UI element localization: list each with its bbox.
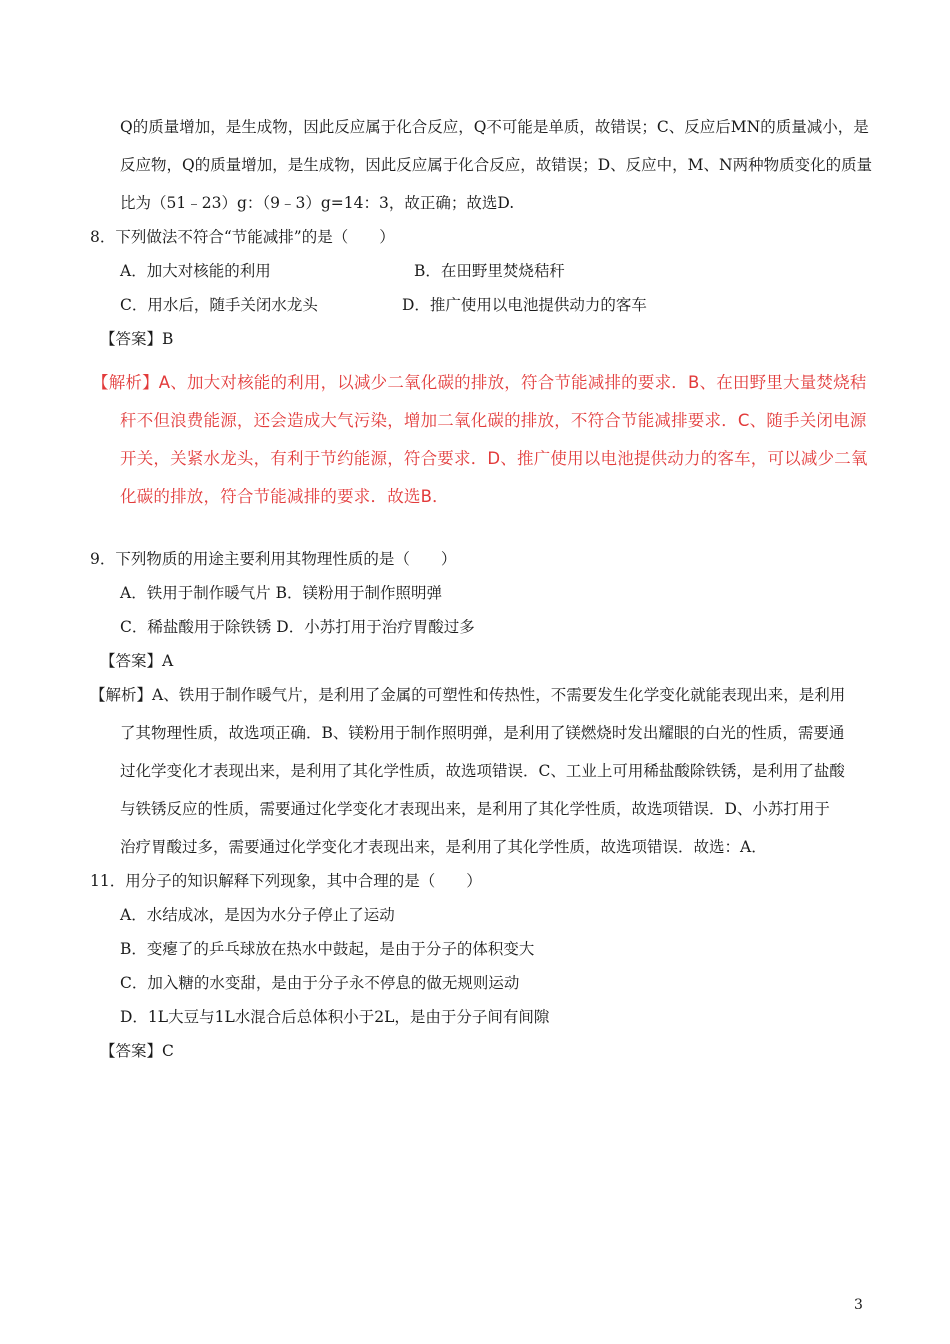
- q9-options-cd: C．稀盐酸用于除铁锈 D．小苏打用于治疗胃酸过多: [120, 618, 475, 636]
- q8-option-a: A．加大对核能的利用: [120, 262, 271, 280]
- q8-analysis-line-2: 秆不但浪费能源，还会造成大气污染，增加二氧化碳的排放，不符合节能减排要求．C、随手关闭电源: [120, 411, 867, 430]
- q9-analysis-line-1: 【解析】A、铁用于制作暖气片，是利用了金属的可塑性和传热性，不需要发生化学变化就能表现出来，是利用: [90, 686, 846, 704]
- q11-answer: 【答案】C: [100, 1042, 174, 1060]
- page-number: 3: [854, 1297, 863, 1313]
- q8-answer: 【答案】B: [100, 330, 174, 348]
- q11-stem: 11．用分子的知识解释下列现象，其中合理的是（ ）: [90, 872, 482, 890]
- q11-option-c: C．加入糖的水变甜，是由于分子永不停息的做无规则运动: [120, 974, 520, 992]
- q11-option-d: D．1L大豆与1L水混合后总体积小于2L，是由于分子间有间隙: [120, 1008, 550, 1026]
- q8-option-d: D．推广使用以电池提供动力的客车: [402, 296, 647, 314]
- q11-option-a: A．水结成冰，是因为水分子停止了运动: [120, 906, 395, 924]
- q9-options-ab: A．铁用于制作暖气片 B．镁粉用于制作照明弹: [120, 584, 443, 602]
- q8-stem: 8．下列做法不符合“节能减排”的是（ ）: [90, 228, 395, 246]
- q7-analysis-line-2: 反应物，Q的质量增加，是生成物，因此反应属于化合反应，故错误；D、反应中，M、N两种物质变化的质量: [120, 156, 873, 174]
- q8-analysis-line-1: 【解析】A、加大对核能的利用，以减少二氧化碳的排放，符合节能减排的要求．B、在田野里大量焚烧秸: [92, 373, 867, 392]
- q9-analysis-line-3: 过化学变化才表现出来，是利用了其化学性质，故选项错误．C、工业上可用稀盐酸除铁锈，是利用了盐酸: [120, 762, 845, 780]
- q8-option-b: B．在田野里焚烧秸秆: [414, 262, 565, 280]
- q7-analysis-line-3: 比为（51﹣23）g：（9﹣3）g=14：3，故正确；故选D.: [120, 194, 515, 212]
- q9-analysis-line-5: 治疗胃酸过多，需要通过化学变化才表现出来，是利用了其化学性质，故选项错误．故选：A．: [120, 838, 767, 856]
- q9-analysis-line-4: 与铁锈反应的性质，需要通过化学变化才表现出来，是利用了其化学性质，故选项错误．D、小苏打用于: [120, 800, 830, 818]
- q11-option-b: B．变瘪了的乒乓球放在热水中鼓起，是由于分子的体积变大: [120, 940, 535, 958]
- q8-option-c: C．用水后，随手关闭水龙头: [120, 296, 318, 314]
- q7-analysis-line-1: Q的质量增加，是生成物，因此反应属于化合反应，Q不可能是单质，故错误；C、反应后MN的质量减小，是: [120, 118, 869, 136]
- q9-stem: 9．下列物质的用途主要利用其物理性质的是（ ）: [90, 550, 457, 568]
- q8-analysis-line-3: 开关，关紧水龙头，有利于节约能源，符合要求．D、推广使用以电池提供动力的客车，可以减少二氧: [120, 449, 868, 468]
- q8-analysis-line-4: 化碳的排放，符合节能减排的要求．故选B．: [120, 487, 449, 506]
- q9-analysis-line-2: 了其物理性质，故选项正确．B、镁粉用于制作照明弹，是利用了镁燃烧时发出耀眼的白光的性质，需要通: [120, 724, 845, 742]
- q9-answer: 【答案】A: [100, 652, 174, 670]
